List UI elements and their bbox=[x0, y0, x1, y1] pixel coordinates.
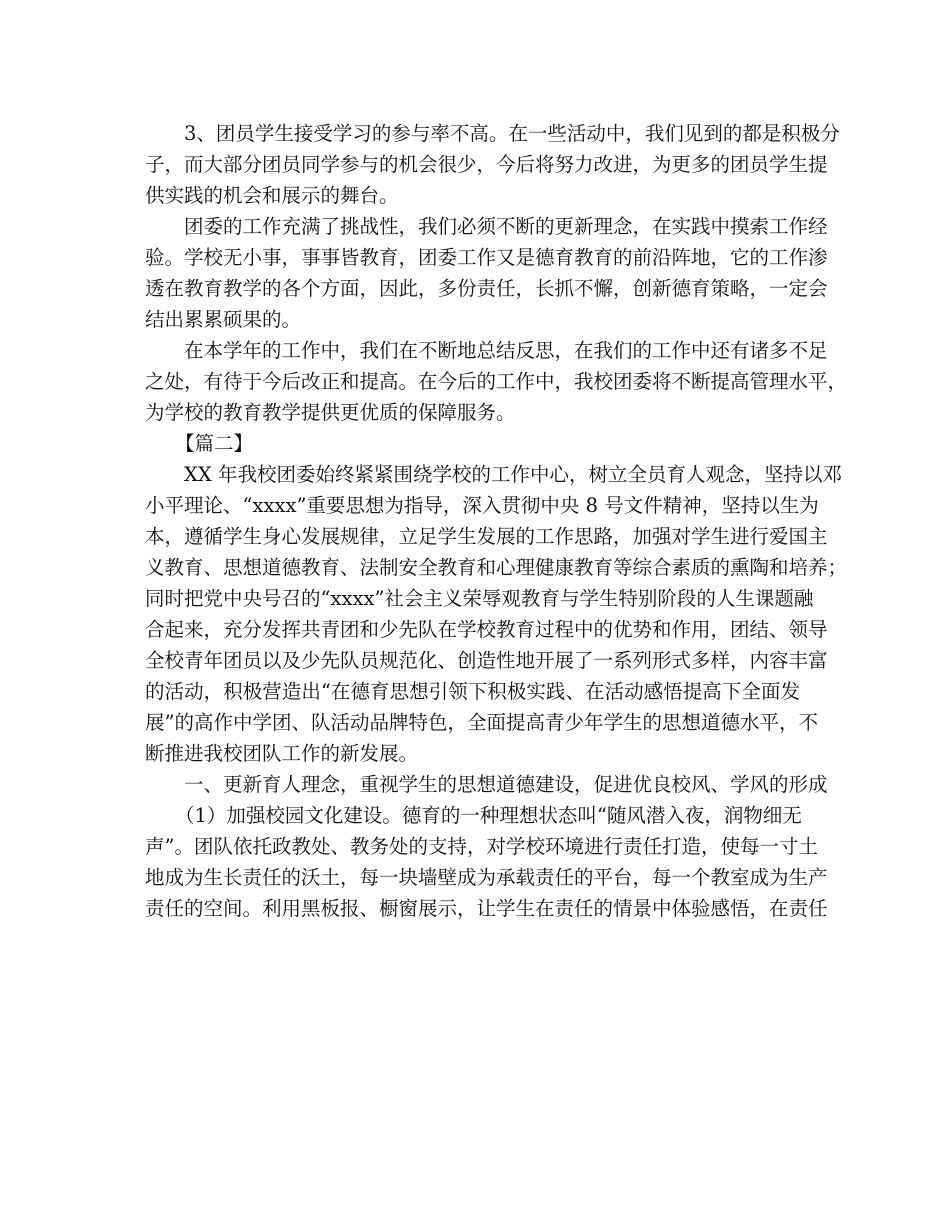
document-body bbox=[145, 118, 848, 924]
text-line: 责任的空间。利用黑板报、橱窗展示，让学生在责任的情景中体验感悟，在责任 bbox=[145, 897, 828, 920]
text-line: 验。学校无小事，事事皆教育，团委工作又是德育教育的前沿阵地，它的工作渗 bbox=[145, 246, 828, 269]
text-line: 合起来，充分发挥共青团和少先队在学校教育过程中的优势和作用，团结、领导 bbox=[145, 618, 828, 641]
text-line: 全校青年团员以及少先队员规范化、创造性地开展了一系列形式多样，内容丰富 bbox=[145, 649, 828, 672]
text-line: 为学校的教育教学提供更优质的保障服务。 bbox=[145, 401, 516, 424]
section-heading: 【篇二】 bbox=[175, 432, 254, 455]
text-line: 断推进我校团队工作的新发展。 bbox=[145, 742, 419, 765]
text-line: 之处，有待于今后改正和提高。在今后的工作中，我校团委将不断提高管理水平， bbox=[145, 370, 848, 393]
paragraph-1 bbox=[145, 118, 840, 211]
text-line: 供实践的机会和展示的舞台。 bbox=[145, 184, 399, 207]
text-line: 本，遵循学生身心发展规律，立足学生发展的工作思路，加强对学生进行爱国主 bbox=[145, 525, 828, 548]
text-line: 的活动，积极营造出“在德育思想引领下积极实践、在活动感悟提高下全面发 bbox=[145, 680, 800, 703]
text-line: 透在教育教学的各个方面，因此，多份责任，长抓不懈，创新德育策略，一定会 bbox=[145, 277, 828, 300]
paragraph-4 bbox=[145, 459, 848, 769]
text-line: （1）加强校园文化建设。德育的一种理想状态叫“随风潜入夜，润物细无 bbox=[175, 804, 802, 827]
text-line: 地成为生长责任的沃土，每一块墙壁成为承载责任的平台，每一个教室成为生产 bbox=[145, 866, 828, 889]
paragraph-3 bbox=[145, 335, 848, 428]
paragraph-6 bbox=[145, 800, 828, 924]
text-line: 声”。团队依托政教处、教务处的支持，对学校环境进行责任打造，使每一寸土 bbox=[145, 835, 818, 858]
text-line: 同时把党中央号召的“xxxx”社会主义荣辱观教育与学生特别阶段的人生课题融 bbox=[145, 587, 814, 610]
paragraph-2 bbox=[145, 211, 828, 335]
text-line: 3、团员学生接受学习的参与率不高。在一些活动中，我们见到的都是积极分 bbox=[184, 122, 840, 145]
text-line: 义教育、思想道德教育、法制安全教育和心理健康教育等综合素质的熏陶和培养； bbox=[145, 556, 848, 579]
text-line: 子，而大部分团员同学参与的机会很少，今后将努力改进，为更多的团员学生提 bbox=[145, 153, 828, 176]
text-line: XX 年我校团委始终紧紧围绕学校的工作中心，树立全员育人观念，坚持以邓 bbox=[184, 463, 842, 486]
text-line: 一、更新育人理念，重视学生的思想道德建设，促进优良校风、学风的形成 bbox=[184, 773, 828, 796]
text-line: 小平理论、“xxxx”重要思想为指导，深入贯彻中央 8 号文件精神，坚持以生为 bbox=[145, 494, 819, 517]
text-line: 结出累累硕果的。 bbox=[145, 308, 302, 331]
text-line: 团委的工作充满了挑战性，我们必须不断的更新理念，在实践中摸索工作经 bbox=[184, 215, 828, 238]
text-line: 展”的高作中学团、队活动品牌特色，全面提高青少年学生的思想道德水平，不 bbox=[145, 711, 818, 734]
paragraph-5 bbox=[145, 769, 828, 800]
text-line: 在本学年的工作中，我们在不断地总结反思，在我们的工作中还有诸多不足 bbox=[184, 339, 828, 362]
